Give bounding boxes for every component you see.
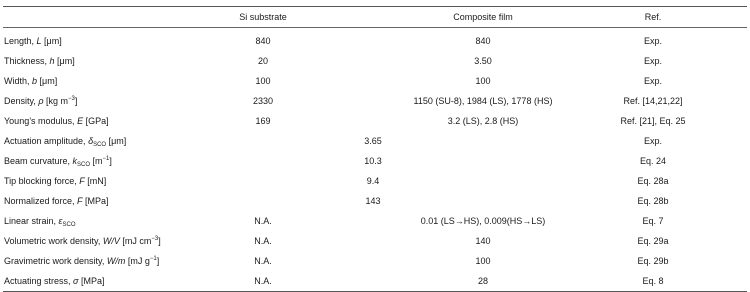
row-label-unit: [mJ cm [119,236,152,246]
cell-ref: Eq. 29b [637,256,669,266]
row-label-symbol: h [49,56,55,66]
row-label-unit: [kg m [43,96,69,106]
cell-composite-film: 3.2 (LS), 2.8 (HS) [447,116,519,126]
row-label-superscript: −1 [149,256,157,262]
cell-si-substrate: 20 [257,56,269,66]
row-label [4,251,159,271]
row-label-symbol: σ [73,276,79,286]
table-row [3,231,747,251]
cell-shared-value: 3.65 [364,136,382,146]
row-label-text: Width, [4,76,33,86]
row-label [4,71,57,91]
row-label-unit: [mN] [84,176,107,186]
cell-si-substrate: 840 [255,36,271,46]
cell-ref: Exp. [643,36,663,46]
row-label-subscript: SCO [62,222,76,228]
row-label-text: Volumetric work density, [4,236,103,246]
header-col-ref: Ref. [644,12,662,22]
cell-ref: Ref. [14,21,22] [623,96,683,106]
cell-ref: Exp. [643,76,663,86]
row-label-unit-tail: ] [74,96,78,106]
cell-si-substrate: N.A. [254,276,272,286]
cell-ref: Exp. [643,56,663,66]
table-row [3,271,747,291]
row-label-symbol: k [72,156,78,166]
row-label [4,111,109,131]
table-header [3,7,747,27]
row-label [4,231,161,251]
row-label-text: Gravimetric work density, [4,256,107,266]
row-label-subscript: SCO [77,162,91,168]
cell-composite-film: 100 [475,76,491,86]
row-label-text: Linear strain, [4,216,59,226]
header-col-composite-film: Composite film [453,12,513,22]
row-label [4,171,106,191]
row-label-text: Density, [4,96,39,106]
table-row [3,151,747,171]
table-row [3,31,747,51]
row-label-symbol: E [77,116,84,126]
table-row [3,91,747,111]
table-body [3,31,747,291]
table-row [3,211,747,231]
row-label-unit: [GPa] [83,116,109,126]
row-label-unit: [μm] [41,36,62,46]
row-label-unit: [MPa] [82,196,109,206]
row-label [4,131,126,151]
cell-ref: Ref. [21], Eq. 25 [620,116,686,126]
cell-si-substrate: N.A. [254,256,272,266]
row-label [4,211,76,231]
cell-si-substrate: 2330 [252,96,274,106]
cell-si-substrate: 100 [255,76,271,86]
row-label-symbol: W/V [102,236,120,246]
cell-ref: Eq. 24 [639,156,667,166]
table-row [3,111,747,131]
cell-composite-film: 3.50 [474,56,492,66]
row-label-symbol: ρ [38,96,44,106]
cell-ref: Eq. 28a [637,176,669,186]
table-row [3,251,747,271]
cell-composite-film: 140 [475,236,491,246]
row-label-symbol: δ [88,136,94,146]
row-label-superscript: −3 [68,96,75,102]
row-label-subscript: SCO [93,142,107,148]
row-label [4,91,77,111]
row-label-unit: [m [90,156,103,166]
row-label-unit: [μm] [54,56,75,66]
row-label-text: Actuating stress, [4,276,74,286]
row-label-symbol: b [32,76,38,86]
row-label-text: Normalized force, [4,196,78,206]
row-label-symbol: L [36,36,42,46]
table-row [3,131,747,151]
cell-si-substrate: 169 [255,116,271,126]
row-label-text: Thickness, [4,56,50,66]
cell-ref: Eq. 8 [642,276,664,286]
table-row [3,51,747,71]
cell-ref: Eq. 28b [637,196,669,206]
cell-shared-value: 9.4 [366,176,380,186]
row-label-unit: [mJ g [125,256,150,266]
row-label [4,31,62,51]
properties-table [3,6,747,292]
header-col-si-substrate: Si substrate [239,12,287,22]
cell-ref: Eq. 29a [637,236,669,246]
row-label-symbol: ε [58,216,63,226]
cell-ref: Eq. 7 [642,216,664,226]
row-label [4,51,75,71]
cell-composite-film: 1150 (SU-8), 1984 (LS), 1778 (HS) [413,96,553,106]
row-label-unit: [MPa] [78,276,105,286]
row-label-unit-tail: ] [109,156,112,166]
cell-composite-film: 28 [477,276,489,286]
row-label-text: Tip blocking force, [4,176,80,186]
cell-si-substrate: N.A. [254,216,272,226]
row-label-symbol: W/m [106,256,126,266]
row-label-text: Young’s modulus, [4,116,78,126]
row-label-symbol: F [79,176,85,186]
cell-composite-film: 840 [475,36,491,46]
row-label [4,191,109,211]
row-label [4,271,104,291]
row-label-unit-tail: ] [158,236,161,246]
row-label-text: Actuation amplitude, [4,136,89,146]
cell-shared-value: 143 [365,196,381,206]
row-label-unit: [μm] [106,136,127,146]
row-label-superscript: −3 [151,236,159,242]
row-label-unit: [μm] [37,76,58,86]
table-row [3,171,747,191]
row-label-text: Beam curvature, [4,156,73,166]
row-label-superscript: −1 [102,156,110,162]
cell-ref: Exp. [643,136,663,146]
cell-shared-value: 10.3 [364,156,382,166]
cell-si-substrate: N.A. [254,236,272,246]
row-label-text: Length, [4,36,37,46]
row-label [4,151,112,171]
row-label-symbol: F [77,196,83,206]
cell-composite-film: 100 [475,256,491,266]
cell-composite-film: 0.01 (LS→HS), 0.009(HS→LS) [420,216,546,226]
table-row [3,191,747,211]
table-row [3,71,747,91]
row-label-unit-tail: ] [156,256,160,266]
